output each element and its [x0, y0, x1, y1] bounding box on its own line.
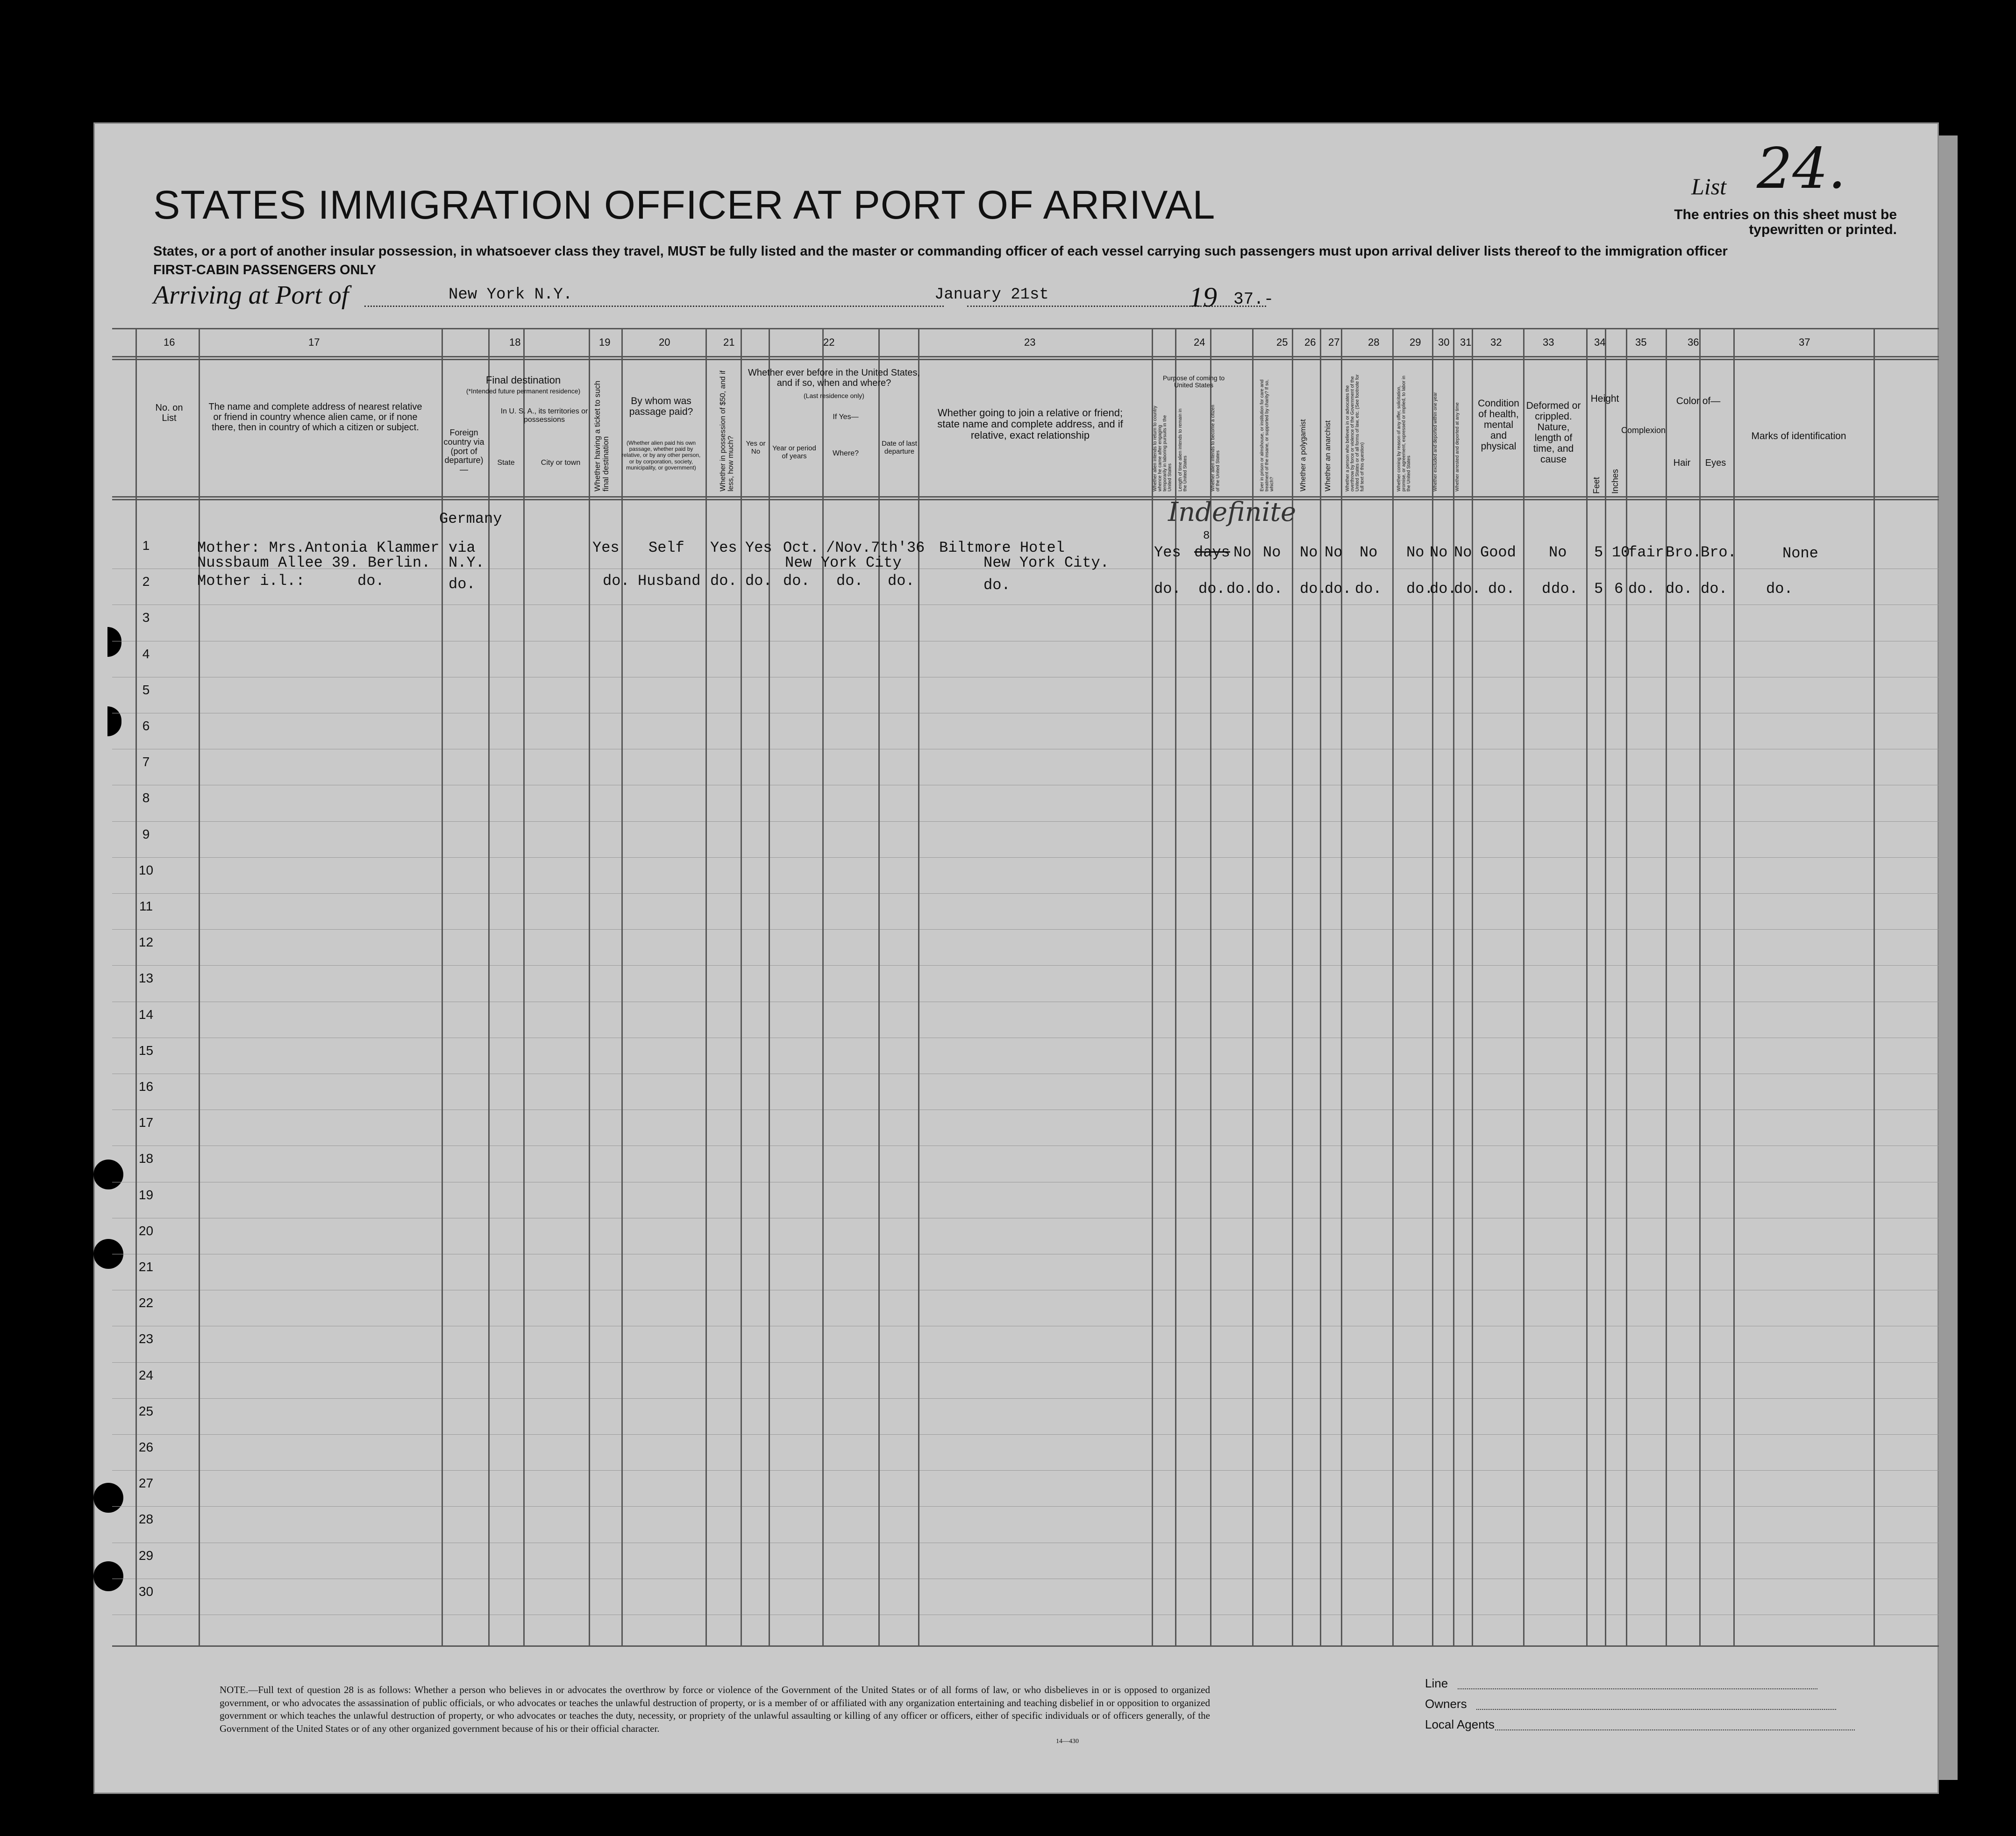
grid-line: [112, 359, 1939, 360]
arrival-date: January 21st: [934, 286, 1049, 304]
col-num-33: 33: [1543, 336, 1554, 348]
col-num-37: 37: [1799, 336, 1810, 348]
r1-ticket: Yes: [592, 539, 620, 556]
r2-excluded: do.: [1430, 580, 1457, 598]
column-line: [1699, 328, 1701, 1645]
row-line: [112, 821, 1939, 822]
sheet-note: The entries on this sheet must be typewritten or printed.: [1674, 207, 1897, 237]
r2-eyes: do.: [1701, 580, 1728, 598]
r1-excluded: No: [1430, 544, 1448, 561]
col-header-24-c: Whether alien intends to become a citizen of the United States: [1211, 405, 1221, 491]
row-number: 30: [138, 1584, 154, 1599]
col-header-29: Whether coming by reason of any offer, solicitation, promise, or agreement, expressed or implied, to labor in the United States: [1396, 376, 1411, 491]
r1-complexion: fair: [1628, 544, 1664, 561]
r2-ticket: do.: [603, 572, 630, 590]
r2-deformed-prefix: d: [1542, 580, 1551, 598]
row-line: [112, 1362, 1939, 1363]
r1-paid-by: Self: [648, 539, 684, 556]
col-header-34-feet: Feet: [1592, 477, 1601, 494]
col-header-24-a: Whether alien intends to return to country whence he came after engaging temporarily in laboring pursuits in the United States: [1153, 406, 1173, 491]
r2-prison: do.: [1256, 580, 1283, 598]
column-line: [621, 328, 623, 1645]
column-line: [705, 328, 707, 1645]
col-num-16: 16: [164, 336, 175, 348]
r1-relative-line1: Mother: Mrs.Antonia Klammer: [197, 539, 440, 556]
row-number: 11: [139, 899, 153, 913]
row-number: 9: [142, 826, 150, 841]
r2-date: do.: [888, 572, 915, 590]
col-header-24: Purpose of coming to United States: [1162, 374, 1225, 389]
row-number: 16: [138, 1079, 154, 1094]
r2-foreign: do.: [449, 576, 476, 593]
column-line: [1392, 328, 1394, 1645]
row-number: 1: [142, 538, 150, 553]
list-label: List: [1691, 173, 1727, 199]
col-header-17: The name and complete address of nearest relative or friend in country whence alien came, or if none there, then in country of which a citizen or subject.: [208, 402, 422, 433]
r2-polygamist: do.: [1300, 580, 1327, 598]
column-line: [1472, 328, 1473, 1645]
col-header-34: Height: [1590, 393, 1619, 404]
r1-has-50: Yes: [710, 539, 737, 556]
column-line: [769, 328, 770, 1645]
col-header-26: Whether a polygamist: [1299, 419, 1307, 491]
line-dotted: [1458, 1688, 1817, 1689]
grid-line: [112, 499, 1939, 500]
col-num-24: 24: [1194, 336, 1205, 348]
column-line: [1432, 328, 1433, 1645]
row-number: 19: [138, 1187, 154, 1202]
r2-inches: 6: [1614, 580, 1624, 598]
port-label: Arriving at Port of: [153, 281, 349, 310]
col-num-26: 26: [1304, 336, 1316, 348]
column-line: [1626, 328, 1627, 1645]
r1-feet: 5: [1594, 544, 1603, 561]
col-header-25: Ever in prison or almshouse, or institution for care and treatment of the insane, or supported by charity? If so, which?: [1260, 379, 1275, 491]
col-num-35: 35: [1635, 336, 1647, 348]
r1-where-line2: New York City: [785, 554, 902, 571]
row-number: 13: [138, 971, 154, 986]
row-number: 26: [138, 1440, 154, 1454]
r2-health: do.: [1488, 580, 1515, 598]
r2-relative: Mother i.l.:: [197, 572, 305, 590]
r1-citizen: No: [1233, 544, 1252, 561]
column-line: [1341, 328, 1342, 1645]
col-header-18: Final destination: [485, 374, 561, 386]
r1-foreign-via: via: [449, 539, 476, 556]
owners-label: Owners: [1425, 1697, 1467, 1711]
r2-hair: do.: [1666, 580, 1693, 598]
col-header-23: Whether going to join a relative or friend; state name and complete address, and if relative, exact relationship: [937, 407, 1123, 441]
r1-return: Yes: [1154, 544, 1181, 561]
col-header-18-sub: (*Intended future permanent residence): [466, 387, 581, 395]
column-line: [199, 328, 200, 1645]
sheet-edge: [1939, 135, 1958, 1780]
row-line: [112, 929, 1939, 930]
col-header-36-eyes: Eyes: [1705, 458, 1726, 468]
col-num-19: 19: [599, 336, 611, 348]
line-label: Line: [1425, 1676, 1448, 1690]
r1-foreign-port: N.Y.: [449, 554, 484, 571]
column-line: [878, 328, 880, 1645]
column-line: [918, 328, 919, 1645]
col-num-36: 36: [1688, 336, 1699, 348]
r1-hair: Bro.: [1666, 544, 1702, 561]
col-num-32: 32: [1490, 336, 1502, 348]
col-num-22: 22: [823, 336, 835, 348]
row-line: [112, 1506, 1939, 1507]
row-number: 18: [138, 1151, 154, 1166]
grid-line: [112, 356, 1939, 357]
r1-length: days: [1194, 544, 1230, 561]
col-num-34: 34: [1594, 336, 1606, 348]
owners-dotted: [1476, 1709, 1836, 1710]
row-line: [112, 1434, 1939, 1435]
r1-join-line2: New York City.: [983, 554, 1109, 571]
col-header-18-city: City or town: [541, 459, 581, 467]
col-header-21: Whether in possession of $50, and if less, how much?: [719, 370, 735, 491]
port-name: New York N.Y.: [449, 286, 573, 304]
year-suffix: 37.-: [1233, 290, 1274, 309]
col-header-35: Complexion: [1621, 426, 1666, 435]
col-header-20-sub: (Whether alien paid his own passage, whether paid by relative, or by any other person, or by corporation, society, municipality, or government): [621, 440, 701, 471]
r2-relative-do: do.: [357, 572, 385, 590]
col-header-34-inches: Inches: [1610, 469, 1620, 494]
row-line: [112, 965, 1939, 966]
row-number: 23: [138, 1331, 154, 1346]
column-line: [523, 328, 525, 1645]
row-number: 28: [138, 1512, 154, 1527]
column-line: [1874, 328, 1875, 1645]
list-number: 24.: [1757, 136, 1846, 201]
col-header-22: Whether ever before in the United States, and if so, when and where?: [748, 368, 920, 388]
year-prefix: 19: [1189, 282, 1217, 313]
column-line: [589, 328, 590, 1645]
r2-complexion: do.: [1628, 580, 1655, 598]
r1-inches: 10: [1612, 544, 1630, 561]
manifest-grid: [93, 122, 1939, 1794]
entry-country: Germany: [439, 510, 502, 527]
col-num-21: 21: [723, 336, 735, 348]
r1-length-mark: 8: [1203, 530, 1210, 542]
form-code: 14—430: [1056, 1738, 1079, 1745]
col-header-22-ifyes: If Yes—: [833, 413, 859, 421]
col-header-20: By whom was passage paid?: [629, 396, 693, 418]
row-number: 20: [138, 1223, 154, 1238]
r2-feet: 5: [1594, 580, 1603, 598]
col-num-17: 17: [308, 336, 320, 348]
r2-years: do.: [783, 572, 810, 590]
col-header-24-b: Length of time alien intends to remain in the United States: [1178, 408, 1188, 491]
col-header-22-years: Year or period of years: [772, 444, 816, 460]
row-number: 22: [138, 1295, 154, 1310]
r2-anarchist: do.: [1325, 580, 1352, 598]
r2-join: do.: [983, 576, 1011, 594]
r2-arrested: do.: [1454, 580, 1481, 598]
row-number: 17: [138, 1115, 154, 1130]
row-number: 5: [142, 682, 150, 697]
col-header-36: Color of—: [1676, 396, 1721, 406]
agents-dotted: [1495, 1729, 1855, 1730]
col-header-32: Condition of health, mental and physical: [1478, 398, 1519, 452]
column-line: [1453, 328, 1454, 1645]
col-header-16: No. on List: [155, 403, 183, 423]
page-subtitle-class: FIRST-CABIN PASSENGERS ONLY: [153, 263, 376, 278]
col-header-22-where: Where?: [832, 449, 859, 457]
row-line: [112, 857, 1939, 858]
row-number: 25: [138, 1403, 154, 1418]
col-num-23: 23: [1024, 336, 1036, 348]
row-number: 6: [142, 719, 150, 733]
r1-deformed: No: [1549, 544, 1567, 561]
manifest-sheet: [93, 122, 1939, 1794]
col-header-18-state: State: [497, 459, 515, 467]
col-header-31: Whether arrested and deported at any time: [1455, 402, 1460, 491]
row-number: 10: [138, 862, 154, 877]
r1-arrested: No: [1454, 544, 1472, 561]
row-number: 14: [138, 1007, 154, 1022]
column-line: [1605, 328, 1606, 1645]
page-subtitle: States, or a port of another insular possession, in whatsoever class they travel, MUST be fully listed and the master or commanding officer of each vessel carrying such passengers must upon arrival deliver lists thereof to the immigration officer: [153, 244, 1728, 259]
col-header-18-foreign: Foreign country via (port of departure)—: [443, 428, 484, 475]
r2-paid-by: Husband: [638, 572, 701, 590]
col-header-36-hair: Hair: [1673, 458, 1691, 468]
col-header-28: Whether a person who believes in or advocates the overthrow by force or violence of the Government of the United States or of all forms of law, etc. (See footnote for full text of this question): [1345, 374, 1365, 491]
r2-deformed: do.: [1551, 580, 1578, 598]
grid-line: [112, 496, 1939, 498]
col-num-31: 31: [1460, 336, 1472, 348]
row-number: 4: [142, 646, 150, 661]
row-number: 15: [138, 1043, 154, 1058]
r1-relative-line2: Nussbaum Allee 39. Berlin.: [197, 554, 431, 571]
col-header-33: Deformed or crippled. Nature, length of time, and cause: [1526, 400, 1581, 465]
col-header-30: Whether excluded and deported within one year: [1433, 392, 1438, 491]
row-number: 29: [138, 1548, 154, 1563]
col-header-19: Whether having a ticket to such final destination: [593, 380, 610, 491]
column-line: [741, 328, 742, 1645]
r1-before: Yes: [745, 539, 772, 556]
r2-before: do.: [745, 572, 772, 590]
r1-join-line1: Biltmore Hotel: [939, 539, 1065, 556]
agents-label: Local Agents: [1425, 1717, 1495, 1731]
row-number: 12: [138, 935, 154, 950]
row-number: 21: [138, 1260, 154, 1274]
column-line: [1320, 328, 1321, 1645]
r2-offer: do.: [1406, 580, 1433, 598]
col-header-37: Marks of identification: [1751, 431, 1846, 441]
r1-years: Oct.: [783, 539, 819, 556]
col-num-30: 30: [1438, 336, 1450, 348]
row-number: 7: [142, 754, 150, 769]
r2-has-50: do.: [710, 572, 737, 590]
col-header-18-usa: In U. S. A., its territories or possessions: [500, 407, 588, 424]
r2-where: do.: [836, 572, 863, 590]
col-num-20: 20: [659, 336, 670, 348]
col-num-18: 18: [509, 336, 521, 348]
r2-length: do.: [1198, 580, 1225, 598]
r2-return: do.: [1154, 580, 1181, 598]
r1-overthrow: No: [1360, 544, 1378, 561]
binder-hole: [37, 299, 67, 329]
handwritten-length: Indefinite: [1168, 497, 1297, 527]
row-number: 3: [142, 610, 150, 625]
r2-overthrow: do.: [1355, 580, 1382, 598]
col-num-29: 29: [1410, 336, 1421, 348]
column-line: [1523, 328, 1524, 1645]
r1-polygamist: No: [1300, 544, 1318, 561]
r1-offer: No: [1406, 544, 1425, 561]
r1-marks: None: [1782, 545, 1818, 562]
col-header-22-yesno: Yes or No: [746, 440, 766, 455]
column-line: [1666, 328, 1667, 1645]
row-line: [112, 893, 1939, 894]
column-line: [1152, 328, 1153, 1645]
column-line: [1586, 328, 1588, 1645]
col-header-22-date: Date of last departure: [882, 440, 917, 455]
r1-health: Good: [1480, 544, 1516, 561]
r1-anarchist: No: [1325, 544, 1343, 561]
grid-line: [112, 1645, 1939, 1647]
col-header-27: Whether an anarchist: [1324, 420, 1332, 491]
column-line: [822, 328, 824, 1645]
row-number: 24: [138, 1367, 154, 1382]
r1-prison: No: [1263, 544, 1281, 561]
column-line: [1733, 328, 1735, 1645]
col-header-22-sub: (Last residence only): [804, 392, 864, 399]
r1-where-date: /Nov.7th'36: [826, 539, 925, 556]
col-num-27: 27: [1328, 336, 1340, 348]
page-title: STATES IMMIGRATION OFFICER AT PORT OF ARRIVAL: [153, 183, 1216, 228]
col-num-25: 25: [1276, 336, 1288, 348]
r2-marks: do.: [1766, 580, 1793, 598]
grid-line: [112, 328, 1939, 329]
row-line: [112, 1398, 1939, 1399]
binder-hole: [37, 381, 67, 411]
row-line: [112, 1470, 1939, 1471]
r1-eyes: Bro.: [1701, 544, 1737, 561]
col-num-28: 28: [1368, 336, 1380, 348]
row-number: 8: [142, 790, 150, 805]
r2-citizen: do.: [1226, 580, 1254, 598]
footnote-question-28: NOTE.—Full text of question 28 is as follows: Whether a person who believes in or advocates the overthrow by force or violence of the Government of the United States or of all forms of law, or who disbelieves in or is opposed to organized government, or who advocates the assassination of public officials, or who advocates or teaches the unlawful destruction of property, or is a member of or affiliated with any organization entertaining and teaching disbelief in or opposition to organized government or which teaches the unlawful destruction of property, or who advocates or teaches the duty, necessity, or propriety of the unlawful assaulting or killing of any officer or officers, either of specific individuals or of officers generally, of the Government of the United States or of any other organized government because of his or their official character.: [220, 1684, 1210, 1735]
row-number: 2: [142, 574, 150, 589]
row-number: 27: [138, 1476, 154, 1491]
